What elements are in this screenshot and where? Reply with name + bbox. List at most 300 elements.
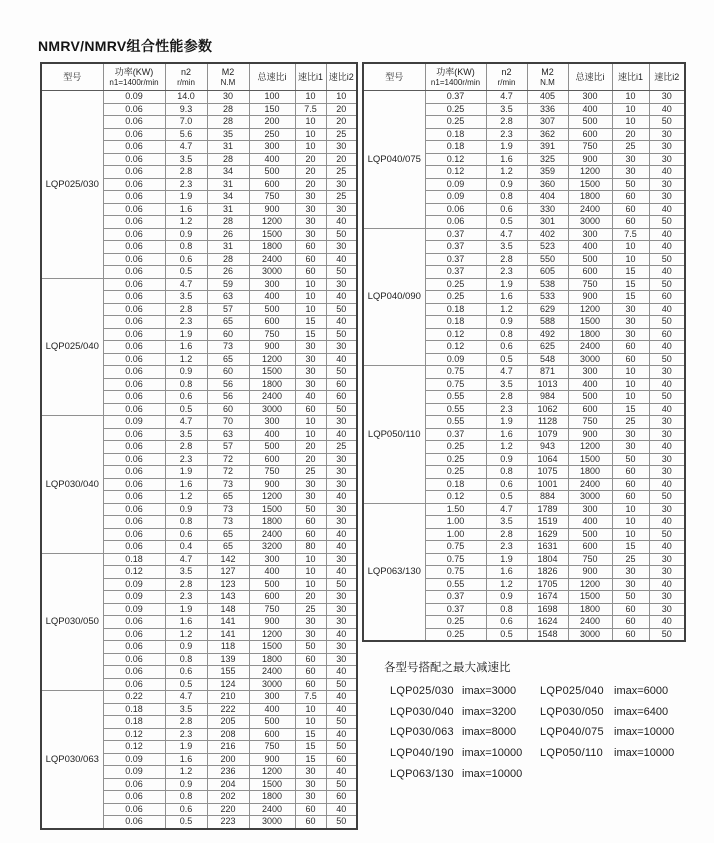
value-cell: 3000	[249, 266, 295, 279]
value-cell: 73	[207, 341, 249, 354]
value-cell: 1800	[568, 191, 612, 204]
value-cell: 60	[326, 378, 357, 391]
value-cell: 1.2	[165, 628, 207, 641]
value-cell: 10	[612, 103, 649, 116]
value-cell: 60	[295, 403, 326, 416]
value-cell: 0.06	[103, 341, 165, 354]
value-cell: 220	[207, 803, 249, 816]
value-cell: 0.06	[103, 516, 165, 529]
imax-entry-model: LQP040/075	[540, 726, 604, 739]
value-cell: 4.7	[165, 691, 207, 704]
model-cell: LQP030/040	[41, 416, 103, 554]
column-header	[363, 63, 425, 91]
value-cell: 362	[527, 128, 568, 141]
value-cell: 2400	[568, 616, 612, 629]
value-cell: 50	[649, 491, 685, 504]
column-header-sublabel: n1=1400r/min	[430, 77, 481, 87]
value-cell: 20	[612, 128, 649, 141]
value-cell: 30	[295, 628, 326, 641]
value-cell: 28	[207, 253, 249, 266]
value-cell: 0.06	[103, 353, 165, 366]
value-cell: 60	[207, 403, 249, 416]
value-cell: 0.25	[425, 103, 486, 116]
value-cell: 30	[295, 203, 326, 216]
column-header-label: M2	[221, 66, 235, 77]
imax-entry-value: imax=3000	[462, 685, 517, 698]
value-cell: 30	[295, 766, 326, 779]
value-cell: 1.2	[486, 578, 527, 591]
value-cell: 404	[527, 191, 568, 204]
value-cell: 0.9	[486, 178, 527, 191]
value-cell: 30	[326, 178, 357, 191]
value-cell: 10	[612, 253, 649, 266]
value-cell: 7.5	[295, 103, 326, 116]
model-cell: LQP063/130	[363, 503, 425, 641]
value-cell: 2.3	[486, 541, 527, 554]
value-cell: 30	[295, 378, 326, 391]
table-row	[363, 366, 685, 379]
value-cell: 1.00	[425, 528, 486, 541]
value-cell: 0.25	[425, 291, 486, 304]
value-cell: 0.09	[425, 353, 486, 366]
value-cell: 1500	[568, 591, 612, 604]
value-cell: 10	[295, 91, 326, 104]
value-cell: 600	[249, 453, 295, 466]
value-cell: 155	[207, 666, 249, 679]
value-cell: 50	[326, 741, 357, 754]
value-cell: 0.06	[103, 528, 165, 541]
value-cell: 65	[207, 541, 249, 554]
value-cell: 40	[649, 341, 685, 354]
value-cell: 0.9	[165, 228, 207, 241]
value-cell: 40	[649, 103, 685, 116]
value-cell: 50	[295, 641, 326, 654]
value-cell: 1629	[527, 528, 568, 541]
value-cell: 391	[527, 141, 568, 154]
value-cell: 2.8	[165, 303, 207, 316]
value-cell: 210	[207, 691, 249, 704]
value-cell: 10	[295, 578, 326, 591]
value-cell: 0.12	[425, 166, 486, 179]
value-cell: 943	[527, 441, 568, 454]
value-cell: 2400	[249, 803, 295, 816]
imax-entry-model: LQP040/190	[390, 747, 454, 760]
value-cell: 0.37	[425, 428, 486, 441]
page-title: NMRV/NMRV组合性能参数	[38, 38, 213, 54]
value-cell: 1.2	[165, 766, 207, 779]
value-cell: 10	[295, 703, 326, 716]
value-cell: 31	[207, 178, 249, 191]
value-cell: 0.6	[486, 203, 527, 216]
value-cell: 200	[207, 753, 249, 766]
value-cell: 0.9	[165, 778, 207, 791]
value-cell: 40	[326, 766, 357, 779]
value-cell: 900	[249, 616, 295, 629]
value-cell: 0.06	[103, 791, 165, 804]
value-cell: 0.6	[165, 391, 207, 404]
value-cell: 0.18	[425, 478, 486, 491]
value-cell: 405	[527, 91, 568, 104]
value-cell: 7.5	[612, 228, 649, 241]
value-cell: 30	[649, 178, 685, 191]
value-cell: 20	[295, 178, 326, 191]
value-cell: 0.9	[486, 316, 527, 329]
model-cell: LQP030/050	[41, 553, 103, 691]
value-cell: 60	[295, 666, 326, 679]
value-cell: 1200	[249, 216, 295, 229]
value-cell: 10	[295, 566, 326, 579]
value-cell: 2400	[568, 203, 612, 216]
column-header-label: 速比i2	[654, 71, 680, 82]
value-cell: 30	[326, 341, 357, 354]
value-cell: 0.6	[165, 803, 207, 816]
value-cell: 0.37	[425, 91, 486, 104]
value-cell: 500	[568, 116, 612, 129]
value-cell: 2.8	[486, 116, 527, 129]
value-cell: 60	[295, 528, 326, 541]
value-cell: 15	[612, 541, 649, 554]
right-performance-table	[362, 62, 686, 642]
value-cell: 1.50	[425, 503, 486, 516]
value-cell: 0.37	[425, 603, 486, 616]
value-cell: 900	[568, 291, 612, 304]
value-cell: 0.06	[103, 666, 165, 679]
value-cell: 30	[326, 241, 357, 254]
value-cell: 1200	[249, 353, 295, 366]
value-cell: 30	[612, 316, 649, 329]
value-cell: 60	[612, 466, 649, 479]
value-cell: 4.7	[486, 228, 527, 241]
value-cell: 0.06	[103, 303, 165, 316]
value-cell: 30	[326, 553, 357, 566]
value-cell: 56	[207, 378, 249, 391]
value-cell: 1.9	[165, 466, 207, 479]
value-cell: 0.6	[486, 341, 527, 354]
value-cell: 1.6	[486, 153, 527, 166]
value-cell: 50	[326, 816, 357, 829]
value-cell: 26	[207, 266, 249, 279]
value-cell: 1800	[249, 653, 295, 666]
value-cell: 28	[207, 103, 249, 116]
value-cell: 60	[612, 203, 649, 216]
value-cell: 0.5	[486, 491, 527, 504]
column-header-label: n2	[501, 66, 512, 77]
value-cell: 0.06	[425, 203, 486, 216]
imax-entry-model: LQP063/130	[390, 767, 454, 780]
value-cell: 30	[649, 591, 685, 604]
value-cell: 0.06	[103, 678, 165, 691]
value-cell: 50	[326, 778, 357, 791]
value-cell: 0.5	[486, 353, 527, 366]
value-cell: 402	[527, 228, 568, 241]
value-cell: 0.37	[425, 266, 486, 279]
value-cell: 330	[527, 203, 568, 216]
value-cell: 0.06	[103, 253, 165, 266]
value-cell: 143	[207, 591, 249, 604]
imax-list	[390, 681, 684, 784]
value-cell: 30	[295, 341, 326, 354]
value-cell: 50	[612, 453, 649, 466]
column-header	[103, 63, 165, 91]
value-cell: 73	[207, 516, 249, 529]
value-cell: 40	[326, 566, 357, 579]
value-cell: 10	[295, 116, 326, 129]
value-cell: 30	[649, 453, 685, 466]
value-cell: 500	[249, 716, 295, 729]
value-cell: 0.8	[165, 378, 207, 391]
value-cell: 360	[527, 178, 568, 191]
value-cell: 60	[612, 478, 649, 491]
value-cell: 500	[568, 253, 612, 266]
value-cell: 0.09	[103, 91, 165, 104]
value-cell: 0.18	[103, 703, 165, 716]
value-cell: 0.6	[165, 528, 207, 541]
value-cell: 72	[207, 466, 249, 479]
value-cell: 31	[207, 141, 249, 154]
value-cell: 60	[612, 628, 649, 641]
value-cell: 0.25	[425, 278, 486, 291]
value-cell: 139	[207, 653, 249, 666]
value-cell: 30	[295, 778, 326, 791]
value-cell: 325	[527, 153, 568, 166]
value-cell: 600	[249, 316, 295, 329]
imax-entry-model: LQP030/063	[390, 726, 454, 739]
value-cell: 4.7	[165, 141, 207, 154]
value-cell: 30	[612, 441, 649, 454]
value-cell: 40	[326, 291, 357, 304]
value-cell: 0.55	[425, 391, 486, 404]
right-column	[362, 62, 684, 784]
value-cell: 629	[527, 303, 568, 316]
value-cell: 2.8	[486, 528, 527, 541]
value-cell: 588	[527, 316, 568, 329]
value-cell: 1500	[249, 366, 295, 379]
value-cell: 0.25	[425, 616, 486, 629]
value-cell: 30	[295, 478, 326, 491]
value-cell: 20	[295, 153, 326, 166]
value-cell: 600	[568, 128, 612, 141]
value-cell: 0.12	[425, 328, 486, 341]
table-row	[41, 416, 357, 429]
value-cell: 0.06	[103, 641, 165, 654]
value-cell: 1500	[249, 778, 295, 791]
imax-entry-value: imax=10000	[462, 747, 523, 760]
value-cell: 900	[249, 341, 295, 354]
value-cell: 34	[207, 166, 249, 179]
value-cell: 205	[207, 716, 249, 729]
value-cell: 40	[326, 666, 357, 679]
value-cell: 216	[207, 741, 249, 754]
value-cell: 2.3	[486, 266, 527, 279]
value-cell: 1079	[527, 428, 568, 441]
value-cell: 30	[649, 603, 685, 616]
value-cell: 0.8	[165, 653, 207, 666]
value-cell: 10	[612, 503, 649, 516]
value-cell: 900	[568, 566, 612, 579]
value-cell: 300	[249, 141, 295, 154]
value-cell: 50	[649, 353, 685, 366]
value-cell: 0.22	[103, 691, 165, 704]
value-cell: 50	[295, 503, 326, 516]
value-cell: 50	[612, 178, 649, 191]
value-cell: 400	[249, 703, 295, 716]
value-cell: 0.75	[425, 566, 486, 579]
value-cell: 0.06	[103, 203, 165, 216]
value-cell: 1200	[568, 166, 612, 179]
value-cell: 15	[612, 266, 649, 279]
value-cell: 30	[295, 353, 326, 366]
value-cell: 50	[649, 528, 685, 541]
value-cell: 60	[295, 803, 326, 816]
value-cell: 40	[649, 616, 685, 629]
value-cell: 300	[568, 228, 612, 241]
value-cell: 60	[612, 616, 649, 629]
value-cell: 300	[249, 278, 295, 291]
value-cell: 40	[326, 541, 357, 554]
value-cell: 30	[295, 366, 326, 379]
value-cell: 1500	[249, 641, 295, 654]
value-cell: 223	[207, 816, 249, 829]
value-cell: 30	[649, 141, 685, 154]
value-cell: 1.6	[486, 428, 527, 441]
value-cell: 50	[649, 628, 685, 641]
value-cell: 15	[295, 741, 326, 754]
value-cell: 40	[326, 316, 357, 329]
value-cell: 0.6	[486, 616, 527, 629]
column-header	[326, 63, 357, 91]
value-cell: 0.06	[103, 441, 165, 454]
performance-table-left	[40, 62, 356, 830]
value-cell: 30	[326, 453, 357, 466]
column-header-label: 速比i1	[617, 71, 643, 82]
value-cell: 359	[527, 166, 568, 179]
value-cell: 0.06	[103, 228, 165, 241]
value-cell: 1200	[249, 628, 295, 641]
value-cell: 250	[249, 128, 295, 141]
value-cell: 40	[326, 703, 357, 716]
value-cell: 60	[295, 816, 326, 829]
value-cell: 0.06	[425, 216, 486, 229]
value-cell: 1.2	[165, 216, 207, 229]
value-cell: 70	[207, 416, 249, 429]
value-cell: 50	[326, 366, 357, 379]
value-cell: 900	[249, 753, 295, 766]
value-cell: 127	[207, 566, 249, 579]
value-cell: 1.2	[486, 166, 527, 179]
value-cell: 900	[568, 428, 612, 441]
value-cell: 0.06	[103, 291, 165, 304]
value-cell: 1.9	[486, 278, 527, 291]
value-cell: 30	[326, 203, 357, 216]
column-header-label: 总速比i	[257, 71, 287, 82]
value-cell: 400	[568, 516, 612, 529]
left-performance-table	[40, 62, 358, 830]
value-cell: 1062	[527, 403, 568, 416]
value-cell: 0.37	[425, 241, 486, 254]
value-cell: 3000	[568, 491, 612, 504]
value-cell: 0.06	[103, 153, 165, 166]
value-cell: 0.06	[103, 316, 165, 329]
value-cell: 300	[568, 503, 612, 516]
value-cell: 0.12	[425, 153, 486, 166]
column-header-label: 速比i2	[328, 71, 354, 82]
value-cell: 0.09	[103, 603, 165, 616]
value-cell: 3000	[249, 678, 295, 691]
value-cell: 25	[295, 603, 326, 616]
value-cell: 236	[207, 766, 249, 779]
column-header-sublabel: N.M	[540, 77, 555, 87]
value-cell: 30	[295, 216, 326, 229]
table-row	[363, 228, 685, 241]
value-cell: 0.06	[103, 816, 165, 829]
imax-entry-value: imax=8000	[462, 726, 517, 739]
value-cell: 750	[568, 416, 612, 429]
column-header	[41, 63, 103, 91]
value-cell: 300	[249, 416, 295, 429]
value-cell: 1500	[568, 316, 612, 329]
value-cell: 142	[207, 553, 249, 566]
value-cell: 1.2	[486, 303, 527, 316]
column-header-sublabel: r/min	[497, 77, 516, 87]
column-header-sublabel: n1=1400r/min	[109, 77, 159, 87]
value-cell: 10	[612, 91, 649, 104]
value-cell: 34	[207, 191, 249, 204]
value-cell: 56	[207, 391, 249, 404]
value-cell: 0.06	[103, 266, 165, 279]
value-cell: 0.06	[103, 116, 165, 129]
value-cell: 0.09	[103, 766, 165, 779]
value-cell: 400	[249, 291, 295, 304]
value-cell: 60	[326, 391, 357, 404]
value-cell: 1500	[249, 503, 295, 516]
column-header	[649, 63, 685, 91]
value-cell: 10	[612, 378, 649, 391]
value-cell: 307	[527, 116, 568, 129]
value-cell: 0.18	[103, 716, 165, 729]
value-cell: 25	[326, 441, 357, 454]
value-cell: 0.06	[103, 391, 165, 404]
value-cell: 1800	[568, 328, 612, 341]
value-cell: 25	[612, 553, 649, 566]
value-cell: 1800	[249, 241, 295, 254]
value-cell: 900	[568, 153, 612, 166]
value-cell: 15	[612, 278, 649, 291]
value-cell: 0.8	[165, 241, 207, 254]
value-cell: 0.37	[425, 253, 486, 266]
value-cell: 1800	[568, 603, 612, 616]
value-cell: 2.3	[486, 128, 527, 141]
value-cell: 20	[326, 103, 357, 116]
value-cell: 750	[568, 141, 612, 154]
value-cell: 28	[207, 153, 249, 166]
value-cell: 63	[207, 428, 249, 441]
value-cell: 40	[326, 728, 357, 741]
value-cell: 0.06	[103, 653, 165, 666]
value-cell: 0.06	[103, 216, 165, 229]
value-cell: 25	[326, 166, 357, 179]
value-cell: 0.9	[486, 591, 527, 604]
value-cell: 202	[207, 791, 249, 804]
value-cell: 60	[612, 191, 649, 204]
value-cell: 0.06	[103, 366, 165, 379]
value-cell: 10	[326, 91, 357, 104]
column-header-label: 总速比i	[575, 71, 605, 82]
value-cell: 0.09	[425, 191, 486, 204]
value-cell: 60	[612, 216, 649, 229]
value-cell: 0.4	[165, 541, 207, 554]
value-cell: 50	[326, 403, 357, 416]
value-cell: 40	[649, 266, 685, 279]
